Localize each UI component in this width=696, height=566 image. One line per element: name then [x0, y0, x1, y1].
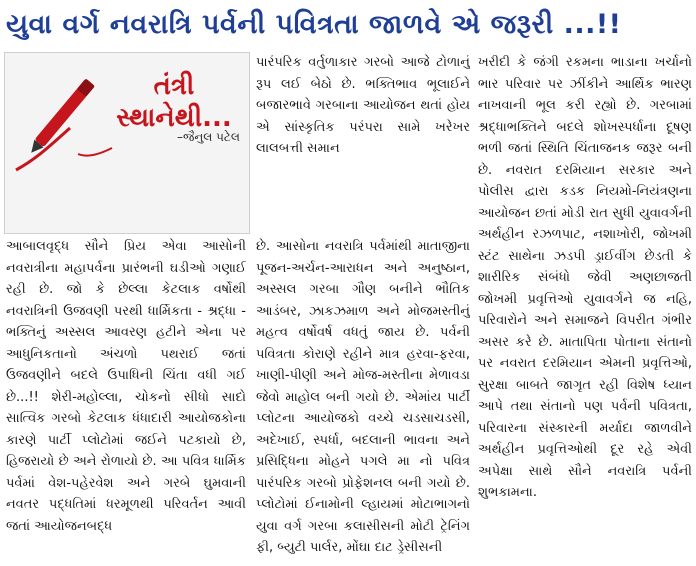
article-column-1 [6, 236, 246, 564]
column-title [104, 70, 244, 134]
article-paragraph: છે. આસોના નવરાત્રિ પર્વમાંથી માતાજીના પૂજન-અર્ચન-આરાધન અને અનુષ્ઠાન, અસ્સલ ગરબા ગૌણ બનીને ભૌતિક આડંબર, ઝાકઝમાળ અને મોજમસ્તીનું મહત્વ વર્ષોવર્ષ વધતું જાય છે. પર્વની પવિત્રતા કોરાણે રહીને માત્ર હરવા-ફરવા, ખાણી-પીણી અને મોજ-મસ્તીના મેળાવડા જેવો માહોલ બની ગયો છે. એમાંય પાર્ટી પ્લોટના આયોજકો વચ્ચે ચડસાચડસી, અદેખાઈ, સ્પર્ધા, બદલાની ભાવના અને પ્રસિદ્ધિના મોહને પગલે મા નો પવિત્ર પારંપરિક ગરબો પ્રોફેશનલ બની ગયો છે. પ્લોટોમાં ઈનામોની લ્હાયમાં મોટાભાગનો યુવા વર્ગ ગરબા કલાસીસની મોટી ટ્રેનિંગ ફી, બ્યુટી પાર્લર, મોંઘા દાટ ડ્રેસીસની [256, 239, 470, 555]
article-paragraph: આબાલવૃદ્ધ સૌને પ્રિય એવા આસોની નવરાત્રીના મહાપર્વના પ્રારંભની ઘડીઓ ગણાઈ રહી છે. જો કે છેલ્લા કેટલાક વર્ષોથી નવરાત્રિની ઉજવણી પરથી ધાર્મિકતા - શ્રદ્ધા - ભક્તિનું અસ્સલ આવરણ હટીને એના પર આધુનિકતાનો અંચળો પથરાઈ જતાં ઉજવણીને બદલે ઉપાધિની ચિંતા વધી ગઈ છે...!! શેરી-મહોલ્લા, ચોકનો સીધો સાદો સાત્વિક ગરબો કેટલાક ધંધાદારી આયોજકોના કારણે પાર્ટી પ્લોટોમાં જઈને પટકાયો છે, હિજરાયો છે અને રોળાયો છે. આ પવિત્ર ધાર્મિક પર્વમાં વેશ-પહેરવેશ અને ગરબે ઘુમવાની નવતર પદ્ધતિમાં ધરમૂળથી પરિવર્તન આવી જતાં આયોજનબદ્ધ [6, 239, 246, 534]
headline: યુવા વર્ગ નવરાત્રિ પર્વની પવિત્રતા જાળવે એ જરૂરી ...!! [6, 9, 622, 40]
article-paragraph: ખરીદી કે જંગી રકમના ભાડાના ખર્ચાનો ભાર પરિવાર પર ઝીંકીને આર્થિક ભારણ નાખવાની ભૂલ કરી રહ્યો છે. ગરબામાં શ્રદ્ધાભક્તિને બદલે શોખસ્પર્ધાના દૂષણ ભળી જતાં સ્થિતિ ચિંતાજનક જરૂર બની છે. નવરાત દરમિયાન સરકાર અને પોલીસ દ્વારા કડક નિયમો-નિયંત્રણના આયોજન છતાં મોડી રાત સુધી યુવાવર્ગની અર્થહીન રઝળપાટ, નશાખોરી, જોખમી સ્ટંટ સાથેના ઝડપી ડ્રાઈવીંગ છેડતી કે શારીરિક સંબંધો જેવી અણછાજતી જોખમી પ્રવૃત્તિઓ યુવાવર્ગને જ નહિ, પરિવારોને અને સમાજને વિપરીત ગંભીર અસર કરે છે. માતાપિતા પોતાના સંતાનો પર નવરાત દરમિયાન એમની પ્રવૃત્તિઓ, સુરક્ષા બાબતે જાગૃત રહી વિશેષ ધ્યાન આપે તથા સંતાનો પણ પર્વની પવિત્રતા, પરિવારના સંસ્કારની મર્યાદા જાળવીને અર્થહીન પ્રવૃત્તિઓથી દૂર રહે એવી અપેક્ષા સાથે સૌને નવરાત્રિ પર્વની શુભકામના. [478, 55, 692, 500]
pen-icon [8, 58, 118, 178]
column-title-line1: તંત્રી [153, 71, 195, 101]
column-title-line2: સ્થાનેથી... [116, 103, 232, 133]
article-column-3 [478, 52, 692, 564]
article-column-2 [256, 236, 470, 564]
article-column-2-top [256, 52, 470, 236]
author-name: –જૈનુલ પટેલ [176, 130, 240, 144]
article-paragraph: પારંપરિક વર્તુળાકાર ગરબો આજે ટોળાનું રૂપ લઈ બેઠો છે. ભક્તિભાવ ભૂલાઈને બજારભાવે ગરબાના આયોજન થતાં હોય એ સાંસ્કૃતિક પરંપરા સામે ખરેખર લાલબત્તી સમાન [256, 55, 470, 156]
